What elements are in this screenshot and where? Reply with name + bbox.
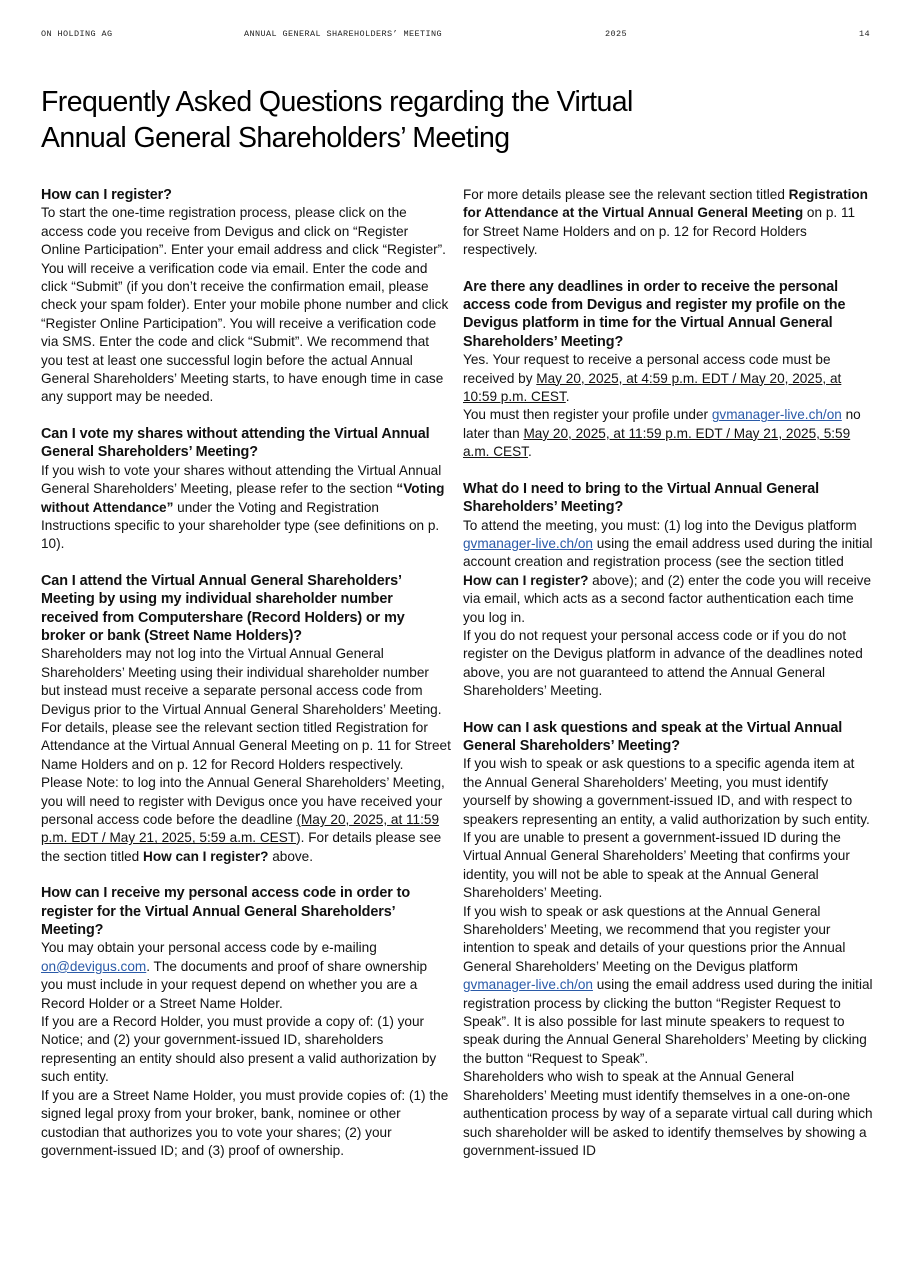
page-number: 14 xyxy=(859,29,871,39)
answer-text: Please Note: to log into the Annual General Shareholders’ Meeting, you will need to register with Devigus once you have received your personal access code before the deadline xyxy=(41,775,445,827)
devigus-email-link[interactable]: on@devigus.com xyxy=(41,958,147,974)
faq-question-vote-without-attending: Can I vote my shares without attending the Virtual Annual General Shareholders’ Meeting? xyxy=(41,425,430,461)
answer-text: To attend the meeting, you must: (1) log into the Devigus platform xyxy=(463,517,857,533)
faq-answer-register-profile xyxy=(463,406,873,461)
faq-answer-register: To start the one-time registration process, please click on the access code you receive from Devigus and click on “Register Online Participation”. Enter your email address and click “Register”. You will receive a verification code via email. Enter the code and click “Submit” (if you don’t receive the confirmation email, please check your spam folder). Enter your mobile phone number and click “Register Online Participation”. You will receive a verification code via SMS. Enter the code and click “Submit”. We recommend that you test at least one successful login before the actual Annual General Shareholders’ Meeting starts, to have enough time in case any support may be needed. xyxy=(41,205,449,405)
faq-answer-identify-themselves: Shareholders who wish to speak at the Annual General Shareholders’ Meeting must identify themselves in a one-on-one authentication process by way of a separate virtual call during which such shareholder will be asked to identify themselves by showing a government-issued ID xyxy=(463,1069,873,1158)
answer-text: using the email address used during the initial registration process by clicking the button “Register Request to Speak”. It is also possible for last minute speakers to request to speak during the Annual General Shareholders’ Meeting by clicking the button “Request to Speak”. xyxy=(463,977,873,1066)
faq-answer-more-details xyxy=(463,186,873,260)
left-column xyxy=(41,186,451,1160)
answer-text: If you wish to speak or ask questions at the Annual General Shareholders’ Meeting, we recommend that you register your intention to speak and details of your questions prior the Annual General Shareholders’ Meeting on the Devigus platform xyxy=(463,903,846,974)
running-header-year: 2025 xyxy=(605,29,628,39)
access-code-deadline: May 20, 2025, at 4:59 p.m. EDT / May 20, 2025, at 10:59 p.m. CEST xyxy=(463,370,842,405)
faq-question-access-code: How can I receive my personal access code in order to register for the Virtual Annual General Shareholders’ Meeting? xyxy=(41,885,411,939)
answer-text: no later than xyxy=(463,407,861,441)
answer-text: using the email address used during the initial account creation and registration process (see the section titled xyxy=(463,535,873,570)
faq-question-shareholder-number: Can I attend the Virtual Annual General Shareholders’ Meeting by using my individual shareholder number received from Computershare (Record Holders) or my broker or bank (Street Name Holders)? xyxy=(41,572,405,644)
answer-text: You may obtain your personal access code by e-mailing xyxy=(41,940,377,956)
answer-text: You must then register your profile under xyxy=(463,407,712,423)
faq-question-register: How can I register? xyxy=(41,187,172,203)
how-can-i-register-ref: How can I register? xyxy=(143,848,269,864)
faq-question-what-to-bring: What do I need to bring to the Virtual Annual General Shareholders’ Meeting? xyxy=(463,480,820,516)
answer-text: . xyxy=(527,444,532,460)
answer-text: above); and (2) enter the code you will receive via email, which acts as a second factor authentication each time you log in. xyxy=(463,572,872,625)
faq-answer-please-note xyxy=(41,774,451,866)
running-header-section: ANNUAL GENERAL SHAREHOLDERS’ MEETING xyxy=(244,29,443,39)
answer-text: above. xyxy=(268,848,314,864)
voting-without-attendance-ref: “Voting without Attendance” xyxy=(41,481,445,515)
faq-question-ask-questions: How can I ask questions and speak at the Virtual Annual General Shareholders’ Meeting? xyxy=(463,719,843,754)
gvmanager-link[interactable]: gvmanager-live.ch/on xyxy=(463,535,593,551)
answer-text: If you wish to vote your shares without attending the Virtual Annual General Shareholders’ Meeting, please refer to the section xyxy=(41,462,442,497)
faq-answer-no-id: If you are unable to present a government-issued ID during the Virtual Annual General Shareholders’ Meeting that confirms your identity, you will not be able to speak at the Annual General Shareholders’ Meeting. xyxy=(463,830,850,901)
gvmanager-link[interactable]: gvmanager-live.ch/on xyxy=(711,407,842,423)
answer-text: For more details please see the relevant section titled xyxy=(463,187,789,202)
faq-answer-vote-without-attending xyxy=(41,462,451,554)
faq-answer-record-holder: If you are a Record Holder, you must provide a copy of: (1) your Notice; and (2) your government-issued ID, shareholders representing an entity should also present a valid authorization by such entity. xyxy=(41,1014,437,1085)
page-title xyxy=(41,84,741,156)
answer-text: under the Voting and Registration Instructions specific to your shareholder type (see definitions on p. 10). xyxy=(41,499,440,552)
faq-answer-not-guaranteed: If you do not request your personal access code or if you do not register on the Devigus platform in advance of the deadlines noted above, you are not guaranteed to attend the Annual General Shareholders’ Meeting. xyxy=(463,627,863,699)
how-can-i-register-ref: How can I register? xyxy=(463,572,589,588)
faq-answer-speak-agenda: If you wish to speak or ask questions to a specific agenda item at the Annual General Shareholders’ Meeting, you must identify yourself by showing a government-issued ID, and with respect to speakers representing an entity, a valid authorization by such entity. xyxy=(463,756,870,827)
answer-text: . The documents and proof of share ownership you must include in your request depend on whether you are a Record Holder or a Street Name Holder. xyxy=(41,958,428,1011)
registration-deadline: (May 20, 2025, at 11:59 p.m. EDT / May 21, 2025, 5:59 a.m. CEST xyxy=(41,812,440,846)
faq-answer-deadlines xyxy=(463,351,873,406)
faq-question-deadlines: Are there any deadlines in order to receive the personal access code from Devigus and register my profile on the Devigus platform in time for the Virtual Annual General Shareholders’ Meeting? xyxy=(463,278,846,350)
answer-text: . xyxy=(565,389,570,405)
faq-answer-access-code xyxy=(41,939,451,1013)
answer-text: ). For details please see the section titled xyxy=(41,830,442,864)
right-column xyxy=(463,186,873,1160)
profile-deadline: May 20, 2025, at 11:59 p.m. EDT / May 21, 2025, 5:59 a.m. CEST xyxy=(463,425,851,460)
faq-answer-street-name-holder: If you are a Street Name Holder, you must provide copies of: (1) the signed legal proxy from your broker, bank, nominee or other custodian that authorizes you to vote your shares; (2) your government-issued ID; and (3) proof of ownership. xyxy=(41,1087,449,1158)
faq-answer-register-to-speak xyxy=(463,903,873,1069)
running-header-company: ON HOLDING AG xyxy=(41,29,113,39)
page-title-line-1: Frequently Asked Questions regarding the Virtual xyxy=(41,86,633,118)
faq-answer-what-to-bring xyxy=(463,517,873,627)
page-title-line-2: Annual General Shareholders’ Meeting xyxy=(41,122,510,154)
faq-answer-shareholder-number: Shareholders may not log into the Virtual Annual General Shareholders’ Meeting using their individual shareholder number but instead must receive a separate personal access code from Devigus prior to the Virtual Annual General Shareholders’ Meeting. For details, please see the relevant section titled Registration for Attendance at the Virtual Annual General Meeting on p. 11 for Street Name Holders and on p. 12 for Record Holders respectively. xyxy=(41,646,451,772)
gvmanager-link[interactable]: gvmanager-live.ch/on xyxy=(463,977,593,993)
answer-text: on p. 11 for Street Name Holders and on p. 12 for Record Holders respectively. xyxy=(463,205,856,258)
registration-section-ref: Registration for Attendance at the Virtual Annual General Meeting xyxy=(463,187,868,221)
answer-text: Yes. Your request to receive a personal access code must be received by xyxy=(463,352,831,386)
